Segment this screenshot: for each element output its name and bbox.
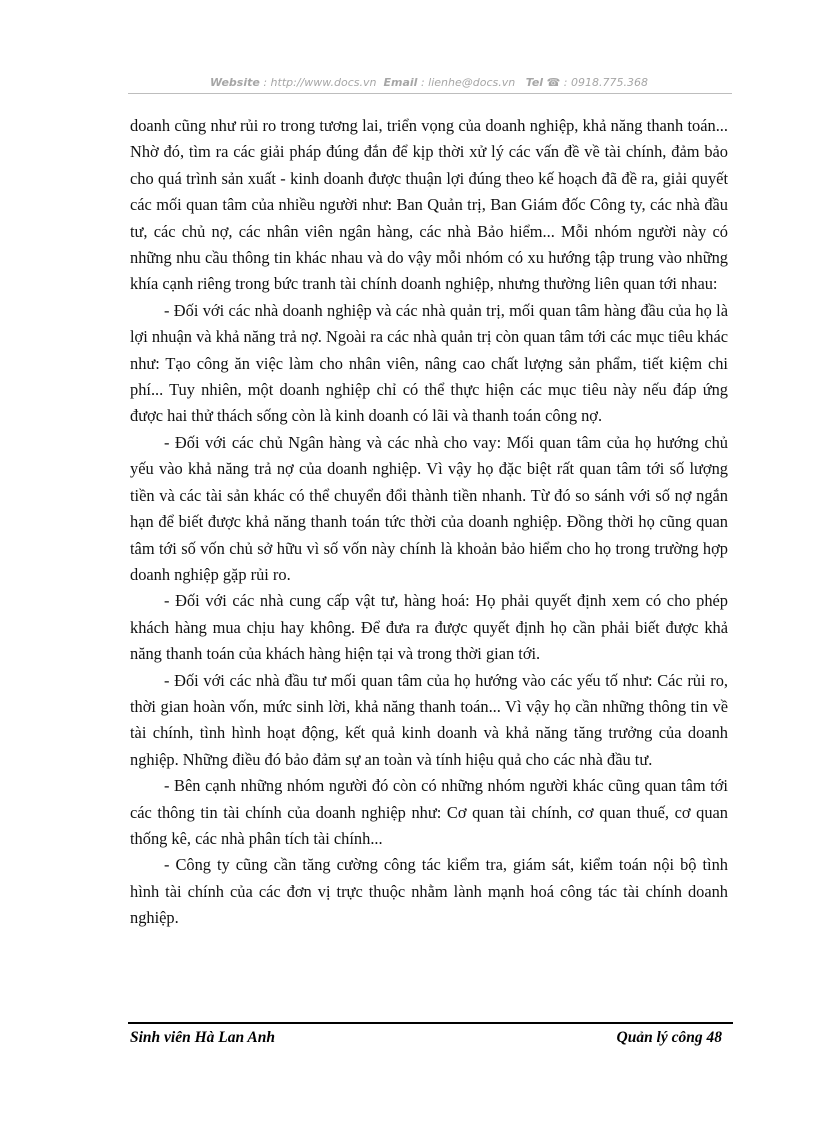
paragraph-investors: - Đối với các nhà đầu tư mối quan tâm của họ hướng vào các yếu tố như: Các rủi ro, thời gian hoàn vốn, mức sinh lời, khả năng thanh toán... Vì vậy họ cần những thông tin về tài chính, tình hình hoạt động, kết quả kinh doanh và khả năng tăng trưởng của doanh nghiệp. Những điều đó bảo đảm sự an toàn và tính hiệu quả cho các nhà đầu tư. — [130, 670, 728, 769]
paragraph-other-groups: - Bên cạnh những nhóm người đó còn có những nhóm người khác cũng quan tâm tới các thông tin tài chính của doanh nghiệp như: Cơ quan tài chính, cơ quan thuế, cơ quan thống kê, các nhà phân tích tài chính... — [130, 776, 728, 848]
header-divider — [128, 93, 732, 94]
paragraph-internal-audit: - Công ty cũng cần tăng cường công tác kiểm tra, giám sát, kiểm toán nội bộ tình hình tài chính của các đơn vị trực thuộc nhằm lành mạnh hoá công tác tài chính doanh nghiệp. — [130, 855, 728, 928]
tel-label: Tel — [525, 76, 544, 89]
footer-divider — [128, 1022, 733, 1024]
paragraph-banks: - Đối với các chủ Ngân hàng và các nhà cho vay: Mối quan tâm của họ hướng chủ yếu vào khả năng trả nợ của doanh nghiệp. Vì vậy họ đặc biệt rất quan tâm tới số lượng tiền và các tài sản khác có thể chuyển đổi thành tiền nhanh. Từ đó so sánh với số nợ ngắn hạn để biết được khả năng thanh toán tức thời của doanh nghiệp. Đồng thời họ cũng quan tâm tới số vốn chủ sở hữu vì số vốn này chính là khoản bảo hiểm cho họ trong trường hợp doanh nghiệp gặp rủi ro. — [130, 432, 728, 584]
page-header — [128, 76, 730, 89]
website-url[interactable]: : http://www.docs.vn — [263, 76, 377, 89]
email-label: Email — [383, 76, 418, 89]
paragraph-managers: - Đối với các nhà doanh nghiệp và các nhà quản trị, mối quan tâm hàng đầu của họ là lợi nhuận và khả năng trả nợ. Ngoài ra các nhà quản trị còn quan tâm tới các mục tiêu khác như: Tạo công ăn việc làm cho nhân viên, nâng cao chất lượng sản phẩm, tiết kiệm chi phí... Tuy nhiên, một doanh nghiệp chỉ có thể thực hiện các mục tiêu này nếu đáp ứng được hai thử thách sống còn là kinh doanh có lãi và thanh toán công nợ. — [130, 300, 728, 426]
paragraph-intro: doanh cũng như rủi ro trong tương lai, triển vọng của doanh nghiệp, khả năng thanh toán... Nhờ đó, tìm ra các giải pháp đúng đắn để kịp thời xử lý các vấn đề về tài chính, đảm bảo cho quá trình sản xuất - kinh doanh được thuận lợi đúng theo kế hoạch đã đề ra, giải quyết các mối quan tâm của nhiều người như: Ban Quản trị, Ban Giám đốc Công ty, các nhà đầu tư, các chủ nợ, các nhân viên ngân hàng, các nhà Bảo hiểm... Mỗi nhóm người này có những nhu cầu thông tin khác nhau và do vậy mỗi nhóm có xu hướng tập trung vào những khía cạnh riêng trong bức tranh tài chính doanh nghiệp, nhưng thường liên quan tới nhau: — [130, 116, 728, 294]
paragraph-suppliers: - Đối với các nhà cung cấp vật tư, hàng hoá: Họ phải quyết định xem có cho phép khách hàng mua chịu hay không. Để đưa ra được quyết định họ cần phải biết được khả năng thanh toán của khách hàng hiện tại và trong thời gian tới. — [130, 591, 728, 664]
email-address[interactable]: : lienhe@docs.vn — [420, 76, 516, 89]
footer-class: Quản lý công 48 — [616, 1029, 722, 1046]
website-label: Website — [210, 76, 260, 89]
tel-number: ☎ : 0918.775.368 — [546, 76, 648, 89]
footer-author: Sinh viên Hà Lan Anh — [130, 1029, 276, 1046]
document-body — [130, 113, 728, 932]
